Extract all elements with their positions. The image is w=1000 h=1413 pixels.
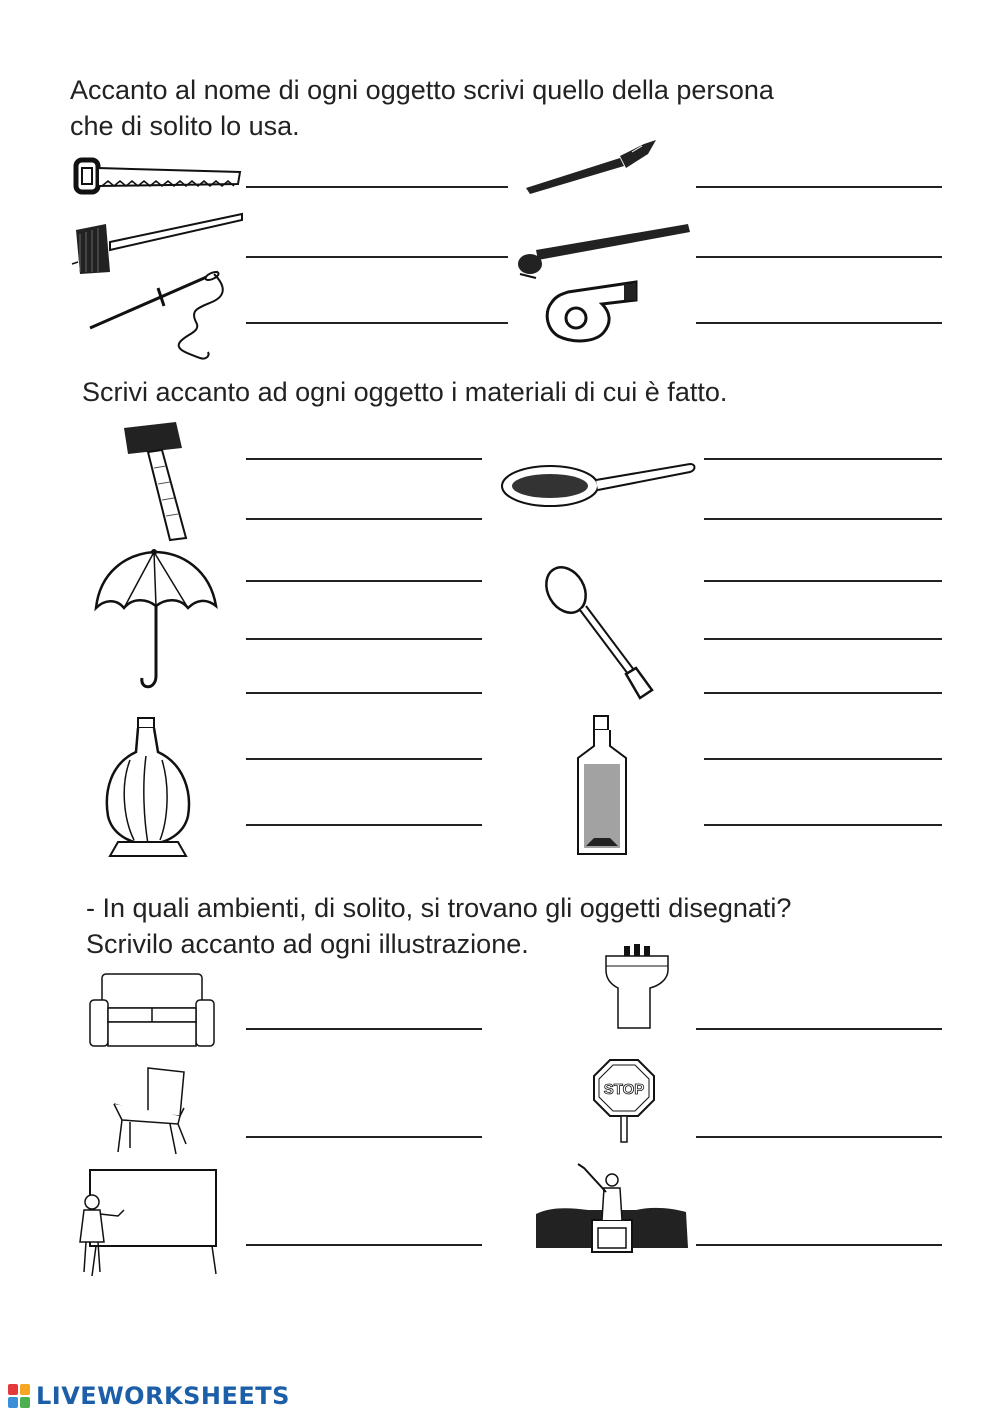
instruction-line: Scrivilo accanto ad ogni illustrazione.: [86, 929, 529, 959]
answer-line[interactable]: [696, 256, 942, 258]
answer-line[interactable]: [704, 824, 942, 826]
blackboard-teacher-icon: [72, 1166, 222, 1278]
instruction-line: Accanto al nome di ogni oggetto scrivi quello della persona: [70, 75, 774, 105]
answer-line[interactable]: [704, 692, 942, 694]
instruction-line: che di solito lo usa.: [70, 111, 300, 141]
frying-pan-icon: [500, 456, 698, 512]
answer-line[interactable]: [246, 256, 508, 258]
statue-icon: [532, 1150, 692, 1254]
instruction-section-2: [82, 374, 962, 410]
answer-line[interactable]: [704, 518, 942, 520]
answer-line[interactable]: [246, 1028, 482, 1030]
stop-sign-text: STOP: [603, 1081, 645, 1098]
answer-line[interactable]: [704, 638, 942, 640]
instruction-line: - In quali ambienti, di solito, si trovano gli oggetti disegnati?: [86, 893, 792, 923]
needle-thread-icon: [86, 266, 236, 362]
answer-line[interactable]: [246, 824, 482, 826]
magnifying-glass-icon: [540, 562, 660, 702]
answer-line[interactable]: [246, 186, 508, 188]
answer-line[interactable]: [704, 458, 942, 460]
footer: [8, 1382, 290, 1410]
answer-line[interactable]: [246, 692, 482, 694]
answer-line[interactable]: [696, 1136, 942, 1138]
sofa-icon: [88, 970, 216, 1054]
answer-line[interactable]: [246, 458, 482, 460]
saw-icon: [72, 150, 244, 200]
answer-line[interactable]: [246, 322, 508, 324]
answer-line[interactable]: [246, 1244, 482, 1246]
answer-line[interactable]: [246, 580, 482, 582]
small-brush-icon: [516, 220, 692, 282]
stop-sign-icon: [592, 1058, 658, 1144]
hammer-icon: [118, 418, 214, 542]
answer-line[interactable]: [246, 518, 482, 520]
bottle-icon: [570, 714, 634, 862]
instruction-section-3: [86, 890, 966, 962]
answer-line[interactable]: [704, 580, 942, 582]
answer-line[interactable]: [246, 1136, 482, 1138]
answer-line[interactable]: [246, 758, 482, 760]
chair-icon: [108, 1064, 192, 1156]
answer-line[interactable]: [704, 758, 942, 760]
answer-line[interactable]: [696, 1028, 942, 1030]
instruction-line: Scrivi accanto ad ogni oggetto i materiali di cui è fatto.: [82, 377, 728, 407]
whistle-icon: [542, 278, 642, 348]
demijohn-icon: [100, 716, 196, 860]
bidet-icon: [600, 940, 674, 1036]
umbrella-icon: [92, 548, 220, 692]
paintbrush-icon: [520, 136, 660, 196]
brand-name: LIVEWORKSHEETS: [36, 1382, 290, 1410]
liveworksheets-logo-icon: [8, 1384, 30, 1408]
answer-line[interactable]: [246, 638, 482, 640]
answer-line[interactable]: [696, 322, 942, 324]
answer-line[interactable]: [696, 186, 942, 188]
instruction-section-1: [70, 72, 950, 144]
answer-line[interactable]: [696, 1244, 942, 1246]
